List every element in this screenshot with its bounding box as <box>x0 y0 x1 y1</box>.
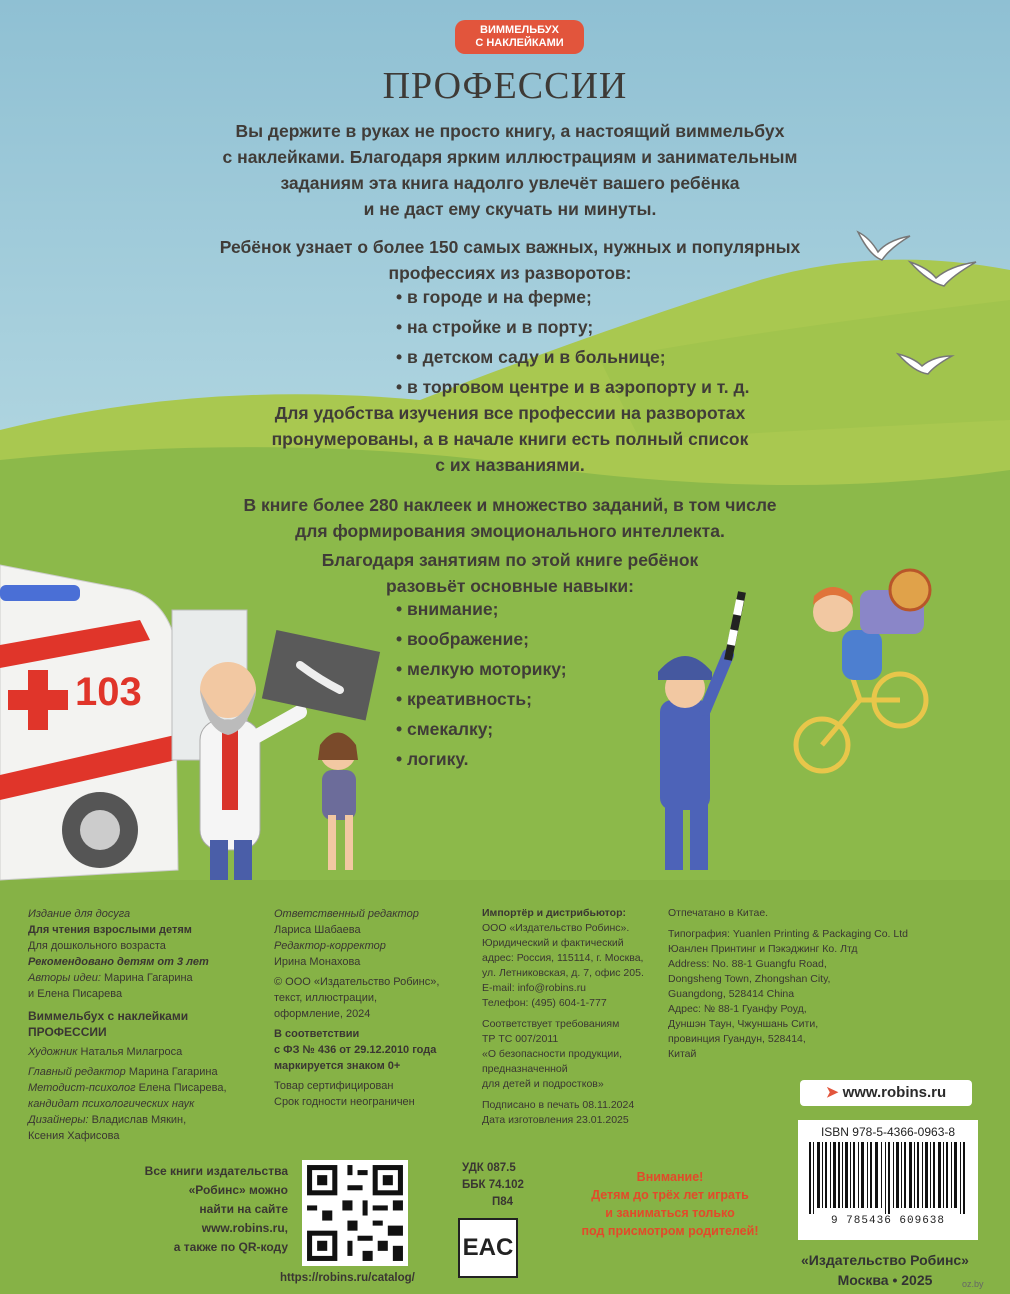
skills-intro-line: Благодаря занятиям по этой книге ребёнок <box>321 550 699 570</box>
printer-line: Типография: Yuanlen Printing & Packaging Co. Ltd <box>668 928 908 940</box>
copyright-1: © ООО «Издательство Робинс», <box>274 976 440 988</box>
spreads-list <box>396 282 749 402</box>
qr-code-graphic <box>302 1160 408 1266</box>
copyright-2: текст, иллюстрации, <box>274 992 378 1004</box>
skills-intro <box>120 547 900 599</box>
publisher-city-year: Москва • 2025 <box>837 1272 933 1288</box>
site-url: www.robins.ru <box>842 1084 947 1101</box>
list-item: • мелкую моторику; <box>396 654 567 684</box>
responsible-editor: Лариса Шабаева <box>274 924 361 936</box>
wimmelbook-badge <box>455 20 584 54</box>
idea-label: Авторы идеи: <box>28 972 101 984</box>
catalog-line: а также по QR-коду <box>173 1240 288 1254</box>
warning-line: и заниматься только <box>605 1206 735 1220</box>
barcode-digits: 9 785436 609638 <box>830 1215 946 1227</box>
printer-line: провинция Гуандун, 528414, <box>668 1033 806 1045</box>
compliance-line: для детей и подростков» <box>482 1078 604 1090</box>
imprint-column-1 <box>28 906 227 1144</box>
compliance-line: ТР ТС 007/2011 <box>482 1033 559 1045</box>
author-mark: П84 <box>492 1196 514 1208</box>
stickers-line: В книге более 280 наклеек и множество заданий, в том числе <box>243 495 777 515</box>
intro-paragraph <box>120 118 900 222</box>
stickers-line: для формирования эмоционального интеллекта. <box>295 521 725 541</box>
catalog-line: Все книги издательства <box>144 1164 288 1178</box>
udk-block <box>462 1160 524 1211</box>
badge-line-2: С НАКЛЕЙКАМИ <box>475 37 564 49</box>
responsible-editor-label: Ответственный редактор <box>274 908 419 920</box>
catalog-url[interactable]: https://robins.ru/catalog/ <box>280 1272 415 1284</box>
importer-line: ул. Летниковская, д. 7, офис 205. <box>482 967 644 979</box>
importer-line: ООО «Издательство Робинс». <box>482 922 630 934</box>
warning-line: Детям до трёх лет играть <box>591 1188 749 1202</box>
printer-line: Guangdong, 528414 China <box>668 988 795 1000</box>
list-item: • смекалку; <box>396 714 567 744</box>
printer-line: Адрес: № 88-1 Гуанфу Роуд, <box>668 1003 807 1015</box>
manufacture-date: Дата изготовления 23.01.2025 <box>482 1114 629 1126</box>
importer-email: E-mail: info@robins.ru <box>482 982 587 994</box>
signed-date: Подписано в печать 08.11.2024 <box>482 1099 635 1111</box>
numbered-paragraph <box>120 400 900 478</box>
methodist-name: Елена Писарева, <box>138 1082 227 1094</box>
shelf-life: Срок годности неограничен <box>274 1096 415 1108</box>
list-item: • в торговом центре и в аэропорту и т. д. <box>396 372 749 402</box>
qr-code[interactable] <box>302 1160 408 1266</box>
numbered-line: пронумерованы, а в начале книги есть полный список <box>271 429 749 449</box>
badge-line-1: ВИММЕЛЬБУХ <box>480 24 559 36</box>
corrector: Ирина Монахова <box>274 956 361 968</box>
designer-2: Ксения Хафисова <box>28 1130 120 1142</box>
robins-site-badge <box>800 1080 972 1106</box>
catalog-line: «Робинс» можно <box>188 1183 288 1197</box>
watermark: oz.by <box>962 1279 984 1289</box>
age-note: Для дошкольного возраста <box>28 940 166 952</box>
law-3: маркируется знаком 0+ <box>274 1060 401 1072</box>
eac-mark: EAC <box>458 1218 518 1278</box>
intro-line: заданиям эта книга надолго увлечёт вашего ребёнка <box>280 173 740 193</box>
warning-line: Внимание! <box>636 1170 704 1184</box>
intro-line: с наклейками. Благодаря ярким иллюстрациям и занимательным <box>222 147 798 167</box>
recommended-age: Рекомендовано детям от 3 лет <box>28 956 209 968</box>
publisher-name: «Издательство Робинс» <box>801 1252 969 1268</box>
printer-line: Dongsheng Town, Zhongshan City, <box>668 973 831 985</box>
bird-icon: ➤ <box>825 1084 839 1101</box>
law-1: В соответствии <box>274 1028 360 1040</box>
designer-1: Владислав Мякин, <box>91 1114 187 1126</box>
catalog-note <box>140 1162 288 1257</box>
artist-name: Наталья Милагроса <box>80 1046 183 1058</box>
certified: Товар сертифицирован <box>274 1080 394 1092</box>
list-item: • креативность; <box>396 684 567 714</box>
idea-names: Марина Гагарина <box>103 972 193 984</box>
ambulance-number: 103 <box>75 670 142 714</box>
printer-line: Китай <box>668 1048 697 1060</box>
printer-line: Дуншэн Таун, Чжуншань Сити, <box>668 1018 819 1030</box>
learn-paragraph <box>120 234 900 286</box>
numbered-line: Для удобства изучения все профессии на разворотах <box>274 403 746 423</box>
imprint-column-4 <box>668 906 908 1062</box>
series-name: Виммельбух с наклейками <box>28 1009 189 1023</box>
corrector-label: Редактор-корректор <box>274 940 386 952</box>
copyright-3: оформление, 2024 <box>274 1008 371 1020</box>
methodist-title: кандидат психологических наук <box>28 1098 195 1110</box>
udk-code: УДК 087.5 <box>462 1162 516 1174</box>
stickers-paragraph <box>120 492 900 544</box>
book-name: ПРОФЕССИИ <box>28 1025 107 1039</box>
list-item: • внимание; <box>396 594 567 624</box>
list-item: • в городе и на ферме; <box>396 282 749 312</box>
barcode <box>803 1142 973 1214</box>
printed-in: Отпечатано в Китае. <box>668 907 769 919</box>
catalog-line: найти на сайте <box>199 1202 288 1216</box>
warning-line: под присмотром родителей! <box>581 1224 759 1238</box>
learn-line: Ребёнок узнает о более 150 самых важных, нужных и популярных <box>219 237 801 257</box>
list-item: • на стройке и в порту; <box>396 312 749 342</box>
artist-label: Художник <box>28 1046 78 1058</box>
reading-note: Для чтения взрослыми детям <box>28 924 192 936</box>
learn-line: профессиях из разворотов: <box>388 263 632 283</box>
list-item: • воображение; <box>396 624 567 654</box>
importer-line: адрес: Россия, 115114, г. Москва, <box>482 952 644 964</box>
chief-editor-label: Главный редактор <box>28 1066 126 1078</box>
methodist-label: Методист-психолог <box>28 1082 136 1094</box>
imprint-column-2 <box>274 906 439 1110</box>
imprint-column-3 <box>482 906 644 1128</box>
bbk-code: ББК 74.102 <box>462 1179 524 1191</box>
catalog-line: www.robins.ru, <box>201 1221 288 1235</box>
importer-phone: Телефон: (495) 604-1-777 <box>482 997 607 1009</box>
intro-line: и не даст ему скучать ни минуты. <box>363 199 657 219</box>
compliance-line: предназначенной <box>482 1063 568 1075</box>
publisher-block <box>790 1250 980 1290</box>
skills-list <box>396 594 567 774</box>
edition-type: Издание для досуга <box>28 908 131 920</box>
barcode-block <box>798 1120 978 1240</box>
age-warning <box>570 1168 770 1240</box>
book-title: ПРОФЕССИИ <box>382 65 628 107</box>
printer-line: Юанлен Принтинг и Пэкэджинг Ко. Лтд <box>668 943 858 955</box>
list-item: • логику. <box>396 744 567 774</box>
importer-label: Импортёр и дистрибьютор: <box>482 907 626 919</box>
numbered-line: с их названиями. <box>435 455 585 475</box>
chief-editor-name: Марина Гагарина <box>128 1066 218 1078</box>
isbn: ISBN 978-5-4366-0963-8 <box>820 1125 956 1139</box>
compliance-line: Соответствует требованиям <box>482 1018 620 1030</box>
compliance-line: «О безопасности продукции, <box>482 1048 622 1060</box>
idea-names-2: и Елена Писарева <box>28 988 123 1000</box>
importer-line: Юридический и фактический <box>482 937 624 949</box>
list-item: • в детском саду и в больнице; <box>396 342 749 372</box>
skills-intro-line: разовьёт основные навыки: <box>386 576 634 596</box>
law-2: с ФЗ № 436 от 29.12.2010 года <box>274 1044 437 1056</box>
printer-line: Address: No. 88-1 Guangfu Road, <box>668 958 827 970</box>
intro-line: Вы держите в руках не просто книгу, а настоящий виммельбух <box>235 121 785 141</box>
designers-label: Дизайнеры: <box>28 1114 89 1126</box>
